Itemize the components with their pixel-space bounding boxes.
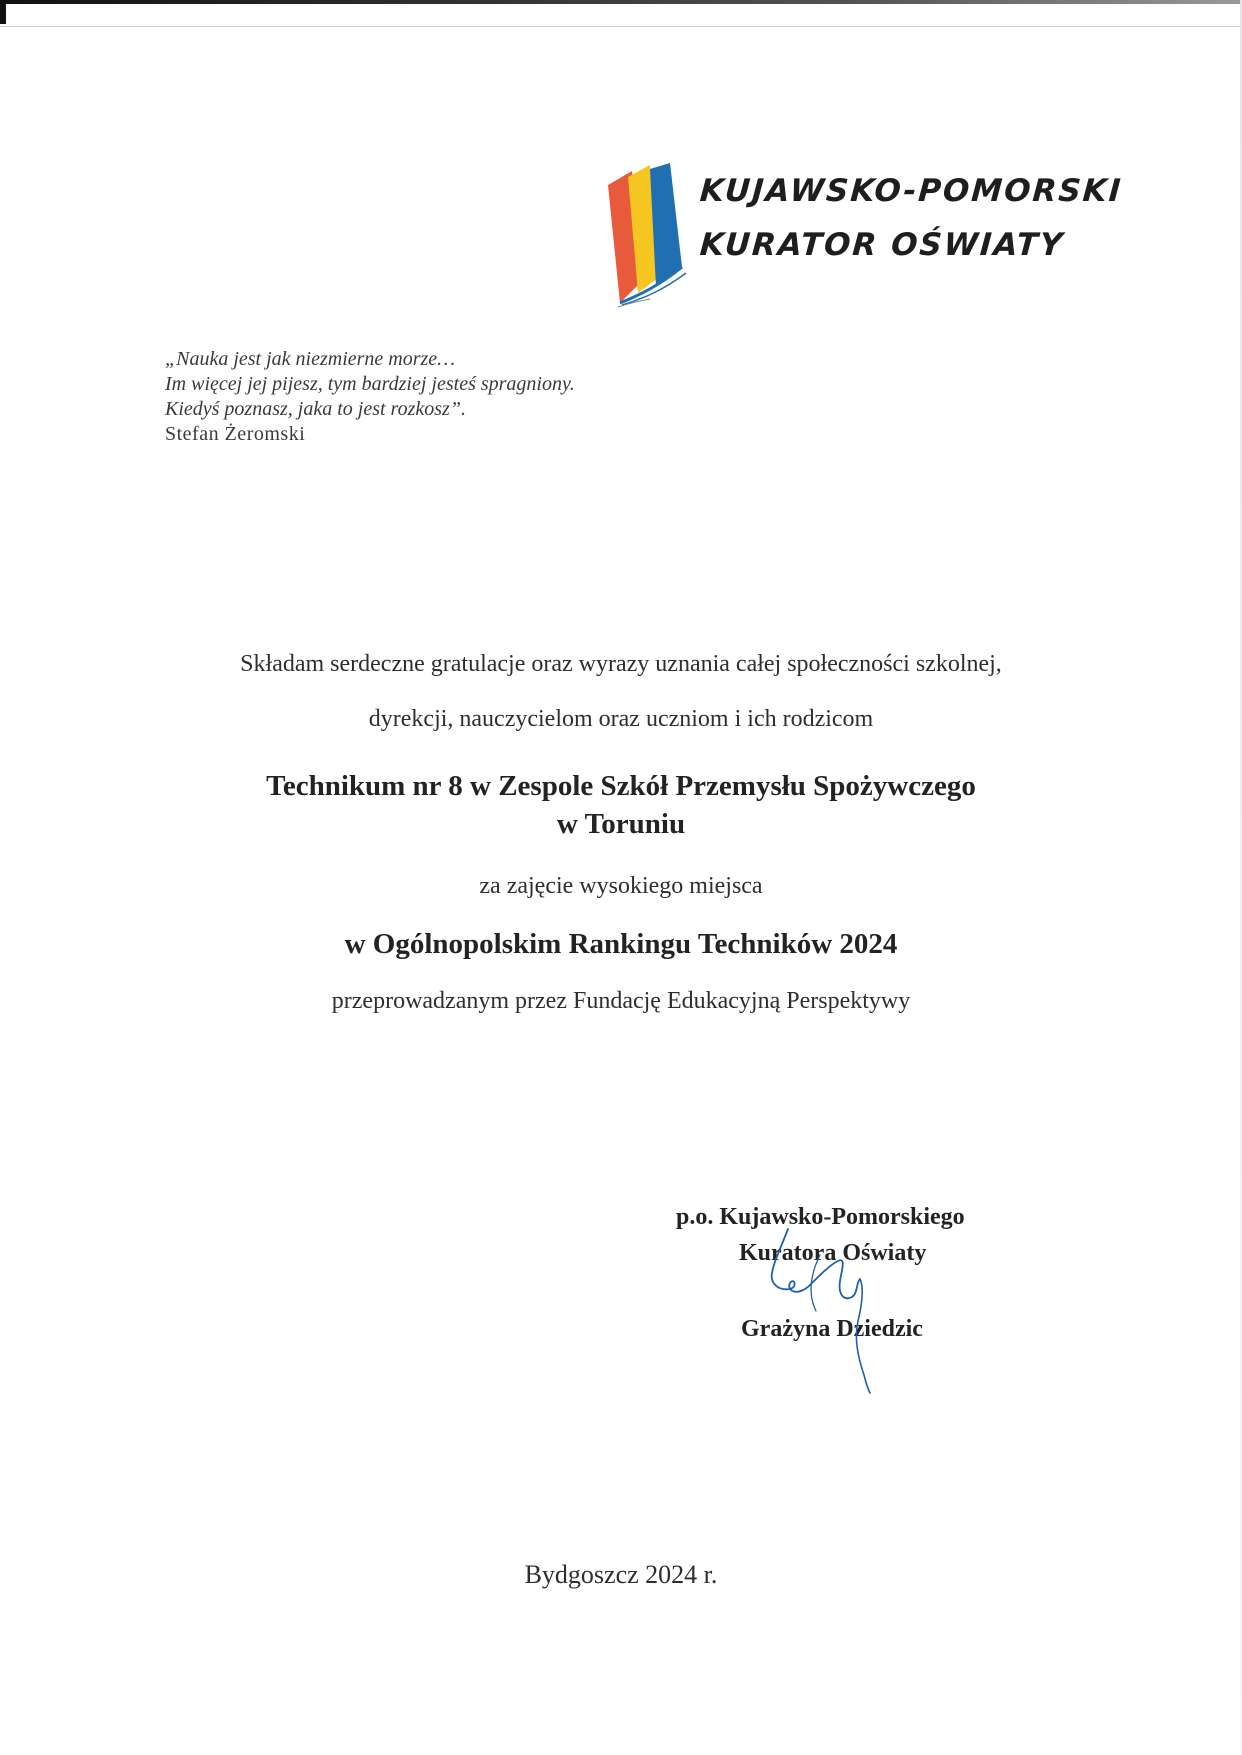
achievement-line: za zajęcie wysokiego miejsca: [479, 873, 763, 899]
congratulations-line-1: Składam serdeczne gratulacje oraz wyrazy uznania całej społeczności szkolnej,: [240, 651, 1002, 677]
quote-author: Stefan Żeromski: [165, 423, 306, 445]
quote-line-3: Kiedyś poznasz, jaka to jest rozkosz”.: [165, 398, 466, 420]
signatory-title-line-1: p.o. Kujawsko-Pomorskiego: [676, 1204, 965, 1230]
quote-block: [165, 347, 575, 447]
logo-text-line-1: KUJAWSKO-POMORSKI: [698, 173, 1124, 209]
scan-corner-mark: [0, 0, 6, 24]
congratulations-line-2: dyrekcji, nauczycielom oraz uczniom i ich rodzicom: [368, 706, 874, 732]
signatory-title-line-2: Kuratora Oświaty: [739, 1240, 927, 1266]
organizer-line: przeprowadzanym przez Fundację Edukacyjną Perspektywy: [331, 988, 911, 1014]
handwritten-signature: [760, 1225, 960, 1395]
place-and-date: Bydgoszcz 2024 r.: [524, 1560, 718, 1589]
open-book-logo-icon: [600, 163, 710, 308]
school-name-line-2: w Toruniu: [556, 808, 686, 840]
quote-line-1: „Nauka jest jak niezmierne morze…: [165, 348, 455, 370]
logo-text-line-2: KURATOR OŚWIATY: [698, 227, 1066, 263]
ranking-title: w Ogólnopolskim Rankingu Techników 2024: [344, 928, 898, 960]
school-name-line-1: Technikum nr 8 w Zespole Szkół Przemysłu Spożywczego: [266, 770, 976, 802]
scan-top-line: [0, 26, 1242, 27]
kurator-logo: [600, 163, 1124, 308]
signatory-name: Grażyna Dziedzic: [741, 1316, 923, 1342]
quote-line-2: Im więcej jej pijesz, tym bardziej jesteś spragniony.: [165, 373, 575, 395]
scan-top-edge: [0, 0, 1242, 4]
